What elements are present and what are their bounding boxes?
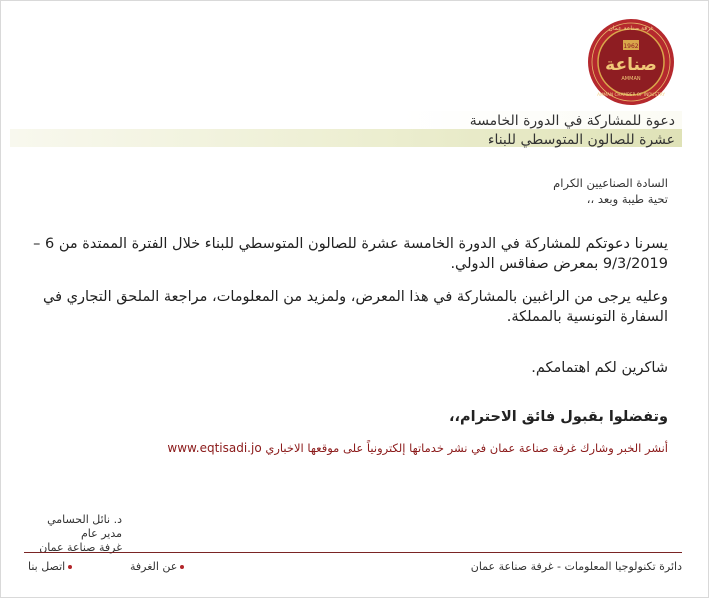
greeting-line-2: تحية طيبة وبعد ،، xyxy=(586,192,668,206)
signature-role: مدير عام xyxy=(80,527,122,540)
greeting-line-1: السادة الصناعيين الكرام xyxy=(553,176,668,190)
footer-department: دائرة تكنولوجيا المعلومات - غرفة صناعة عمان xyxy=(470,560,682,573)
bullet-icon xyxy=(180,565,184,569)
chamber-logo xyxy=(587,18,675,106)
contact-link[interactable] xyxy=(28,560,72,573)
title-line-2: عشرة للصالون المتوسطي للبناء xyxy=(487,132,675,148)
signature-org: غرفة صناعة عمان xyxy=(39,541,122,554)
bullet-icon xyxy=(68,565,72,569)
logo-arabic-top: غرفة صناعة عمان xyxy=(608,25,654,32)
about-link-label: عن الغرفة xyxy=(130,560,178,573)
signature-name: د. نائل الحسامي xyxy=(47,513,122,526)
share-text: أنشر الخبر وشارك غرفة صناعة عمان في نشر خدماتها إلكترونياً على موقعها الاخباري xyxy=(265,441,668,455)
logo-arabic-center: صناعة xyxy=(605,55,657,75)
title-line-1: دعوة للمشاركة في الدورة الخامسة xyxy=(469,113,675,129)
document-title xyxy=(375,112,675,150)
body-paragraph-3: شاكرين لكم اهتمامكم. xyxy=(531,360,668,376)
body-paragraph-2: وعليه يرجى من الراغبين بالمشاركة في هذا المعرض، ولمزيد من المعلومات، مراجعة الملحق التجاري في السفارة التونسية بالمملكة. xyxy=(43,289,668,325)
logo-english-top: AMMAN xyxy=(621,76,641,82)
logo-english-bottom: AMMAN CHAMBER OF INDUSTRY xyxy=(597,92,665,97)
greeting xyxy=(268,175,668,207)
contact-link-label: اتصل بنا xyxy=(28,560,66,573)
logo-year: 1962 xyxy=(623,43,639,50)
news-site-link[interactable]: www.eqtisadi.jo xyxy=(167,441,262,455)
about-link[interactable] xyxy=(130,560,184,573)
share-line xyxy=(108,441,668,455)
body-paragraph-1: يسرنا دعوتكم للمشاركة في الدورة الخامسة عشرة للصالون المتوسطي للبناء خلال الفترة الممتدة من 6 – 9/3/2019 بمعرض صفاقس الدولي. xyxy=(33,236,668,272)
signature-block xyxy=(24,513,122,555)
closing-line: وتفضلوا بقبول فائق الاحترام،، xyxy=(448,409,668,425)
footer-divider xyxy=(24,552,682,553)
